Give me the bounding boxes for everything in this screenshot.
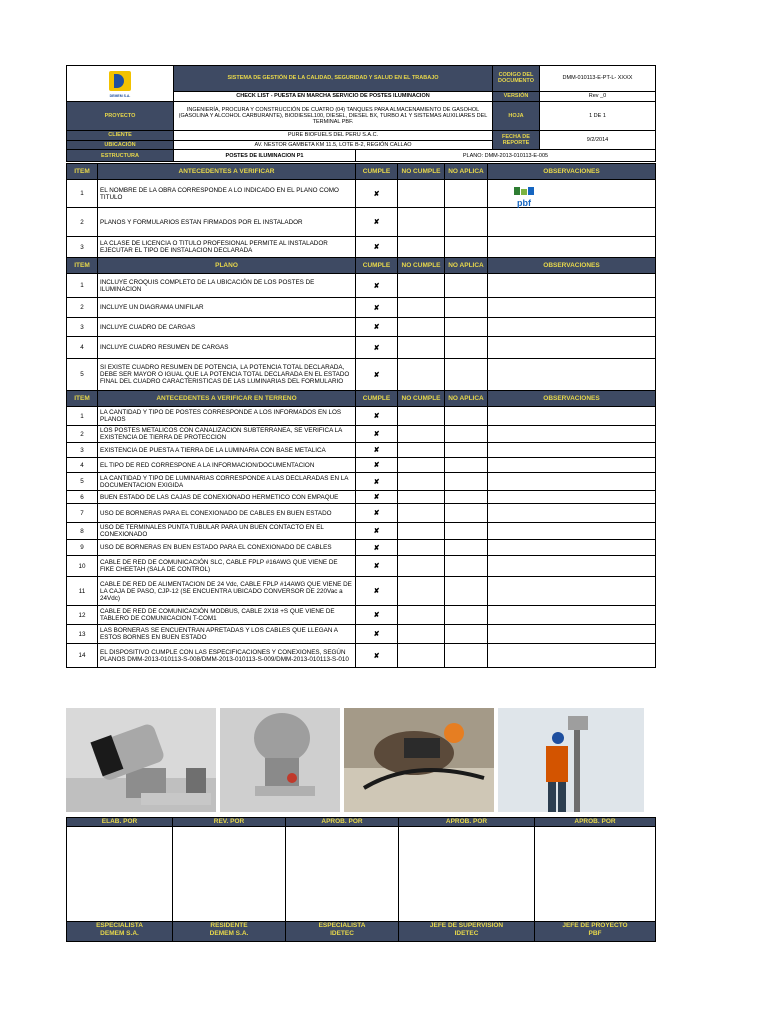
col-item-header: ITEM: [67, 391, 98, 407]
checklist-row: [67, 458, 656, 473]
checklist-row: [67, 540, 656, 556]
item-description: EL DISPOSITIVO CUMPLE CON LAS ESPECIFICACIONES Y CONEXIONES, SEGÚN PLANOS DMM-2013-010113-S-008/DMM-2013-010113-S-009/DMM-2013-010113-S-010: [98, 644, 356, 668]
cumple-check-mark[interactable]: ✘: [356, 298, 398, 318]
no-aplica-cell[interactable]: [445, 491, 488, 504]
no-aplica-cell[interactable]: [445, 443, 488, 458]
col-no-aplica-header: NO APLICA: [445, 391, 488, 407]
observaciones-cell[interactable]: [488, 644, 656, 668]
no-cumple-cell[interactable]: [398, 407, 445, 426]
signature-area[interactable]: [173, 827, 286, 922]
no-cumple-cell[interactable]: [398, 443, 445, 458]
no-cumple-cell[interactable]: [398, 491, 445, 504]
cumple-check-mark[interactable]: ✘: [356, 540, 398, 556]
item-description: INCLUYE UN DIAGRAMA UNIFILAR: [98, 298, 356, 318]
observaciones-cell[interactable]: [488, 298, 656, 318]
col-cumple-header: CUMPLE: [356, 391, 398, 407]
no-cumple-cell[interactable]: [398, 540, 445, 556]
signature-role: [535, 922, 656, 942]
checklist-row: [67, 298, 656, 318]
item-number: 4: [67, 337, 98, 359]
item-description: CABLE DE RED DE COMUNICACIÓN MODBUS, CABLE 2X18 +S QUE VIENE DE TABLERO DE COMUNICACION T-COM1: [98, 606, 356, 625]
no-aplica-cell[interactable]: [445, 556, 488, 577]
col-no-cumple-header: NO CUMPLE: [398, 258, 445, 274]
signature-header: APROB. POR: [535, 818, 656, 827]
col-item-header: ITEM: [67, 164, 98, 180]
cumple-check-mark[interactable]: ✘: [356, 443, 398, 458]
item-number: 5: [67, 473, 98, 491]
estructura-value: POSTES DE ILUMINACION P1: [174, 150, 356, 162]
observaciones-cell[interactable]: [488, 208, 656, 237]
no-cumple-cell[interactable]: [398, 458, 445, 473]
cumple-check-mark[interactable]: ✘: [356, 625, 398, 644]
signature-role-title: JEFE DE PROYECTO: [562, 922, 628, 929]
checklist-row: [67, 337, 656, 359]
signature-role-company: IDETEC: [330, 930, 354, 937]
no-cumple-cell[interactable]: [398, 644, 445, 668]
checklist-row: [67, 407, 656, 426]
observaciones-cell[interactable]: [488, 473, 656, 491]
no-aplica-cell[interactable]: [445, 523, 488, 540]
observaciones-cell[interactable]: [488, 237, 656, 258]
fecha-value: 9/2/2014: [540, 131, 656, 150]
no-cumple-cell[interactable]: [398, 208, 445, 237]
no-aplica-cell[interactable]: [445, 606, 488, 625]
item-description: BUEN ESTADO DE LAS CAJAS DE CONEXIONADO HERMETICO CON EMPAQUE: [98, 491, 356, 504]
item-description: USO DE TERMINALES PUNTA TUBULAR PARA UN BUEN CONTACTO EN EL CONEXIONADO: [98, 523, 356, 540]
item-description: USO DE BORNERAS PARA EL CONEXIONADO DE CABLES EN BUEN ESTADO: [98, 504, 356, 523]
checklist-row: [67, 274, 656, 298]
cumple-check-mark[interactable]: ✘: [356, 180, 398, 208]
hoja-label: HOJA: [493, 102, 540, 131]
checklist-row: [67, 577, 656, 606]
demem-logo: [67, 66, 174, 102]
item-number: 3: [67, 237, 98, 258]
no-cumple-cell[interactable]: [398, 523, 445, 540]
cumple-check-mark[interactable]: ✘: [356, 473, 398, 491]
item-description: CABLE DE RED DE ALIMENTACION DE 24 Vdc, CABLE FPLP #14AWG QUE VIENE DE LA CAJA DE PASO, CJP-12 (SE ENCUENTRA UBICADO CONVERSOR DE 220Vac a 24Vdc): [98, 577, 356, 606]
signature-role-company: PBF: [588, 930, 602, 937]
col-cumple-header: CUMPLE: [356, 258, 398, 274]
no-cumple-cell[interactable]: [398, 504, 445, 523]
item-number: 5: [67, 359, 98, 391]
checklist-title: CHECK LIST - PUESTA EN MARCHA SERVICIO DE POSTES ILUMINACION: [174, 91, 493, 102]
col-no-cumple-header: NO CUMPLE: [398, 391, 445, 407]
no-cumple-cell[interactable]: [398, 298, 445, 318]
no-aplica-cell[interactable]: [445, 407, 488, 426]
signature-area[interactable]: [67, 827, 173, 922]
observaciones-cell[interactable]: [488, 577, 656, 606]
cumple-check-mark[interactable]: ✘: [356, 359, 398, 391]
no-aplica-cell[interactable]: [445, 359, 488, 391]
signature-area[interactable]: [535, 827, 656, 922]
signature-role-title: RESIDENTE: [210, 922, 248, 929]
cumple-check-mark[interactable]: ✘: [356, 606, 398, 625]
no-cumple-cell[interactable]: [398, 318, 445, 337]
item-number: 9: [67, 540, 98, 556]
no-cumple-cell[interactable]: [398, 577, 445, 606]
signature-header: ELAB. POR: [67, 818, 173, 827]
observaciones-cell[interactable]: [488, 337, 656, 359]
col-observaciones-header: OBSERVACIONES: [488, 258, 656, 274]
checklist-row: [67, 644, 656, 668]
signature-role-title: ESPECIALISTA: [318, 922, 366, 929]
item-number: 1: [67, 274, 98, 298]
no-cumple-cell[interactable]: [398, 556, 445, 577]
no-cumple-cell[interactable]: [398, 274, 445, 298]
checklist-row: [67, 523, 656, 540]
no-cumple-cell[interactable]: [398, 337, 445, 359]
system-title: SISTEMA DE GESTIÓN DE LA CALIDAD, SEGURIDAD Y SALUD EN EL TRABAJO: [174, 66, 493, 92]
no-aplica-cell[interactable]: [445, 625, 488, 644]
no-aplica-cell[interactable]: [445, 504, 488, 523]
proyecto-label: PROYECTO: [67, 102, 174, 131]
item-number: 10: [67, 556, 98, 577]
no-aplica-cell[interactable]: [445, 473, 488, 491]
item-description: LA CANTIDAD Y TIPO DE LUMINARIAS CORRESPONDE A LAS DECLARADAS EN LA DOCUMENTACION EXIGIDA: [98, 473, 356, 491]
item-description: EL TIPO DE RED CORRESPONE A LA INFORMACION/DOCUMENTACION: [98, 458, 356, 473]
item-description: LA CLASE DE LICENCIA O TITULO PROFESIONAL PERMITE AL INSTALADOR EJECUTAR EL TIPO DE INSTALACION DECLARADA: [98, 237, 356, 258]
checklist-row: [67, 556, 656, 577]
checklist-row: [67, 473, 656, 491]
col-no-cumple-header: NO CUMPLE: [398, 164, 445, 180]
col-observaciones-header: OBSERVACIONES: [488, 164, 656, 180]
signature-role-company: IDETEC: [454, 930, 479, 937]
item-number: 7: [67, 504, 98, 523]
checklist-row: [67, 318, 656, 337]
item-number: 2: [67, 298, 98, 318]
observaciones-cell[interactable]: [488, 540, 656, 556]
photo-worker-on-pole: [498, 708, 644, 812]
cumple-check-mark[interactable]: ✘: [356, 407, 398, 426]
item-description: LAS BORNERAS SE ENCUENTRAN APRETADAS Y LOS CABLES QUE LLEGAN A ESTOS BORNES EN BUEN ESTADO: [98, 625, 356, 644]
no-cumple-cell[interactable]: [398, 359, 445, 391]
signature-area[interactable]: [286, 827, 399, 922]
photo-light-fixture-front: [66, 708, 216, 812]
col-no-aplica-header: NO APLICA: [445, 164, 488, 180]
signature-role: [67, 922, 173, 942]
observaciones-cell[interactable]: [488, 523, 656, 540]
observaciones-cell[interactable]: [488, 458, 656, 473]
item-number: 6: [67, 491, 98, 504]
signature-role-title: ESPECIALISTA: [96, 922, 143, 929]
section-header-row: [67, 164, 656, 180]
signature-role: [286, 922, 399, 942]
item-description: INCLUYE CUADRO DE CARGAS: [98, 318, 356, 337]
col-no-aplica-header: NO APLICA: [445, 258, 488, 274]
logo-caption: DEMEM S.A.: [109, 93, 131, 98]
item-description: EL NOMBRE DE LA OBRA CORRESPONDE A LO INDICADO EN EL PLANO COMO TITULO: [98, 180, 356, 208]
cumple-check-mark[interactable]: ✘: [356, 208, 398, 237]
no-aplica-cell[interactable]: [445, 337, 488, 359]
cumple-check-mark[interactable]: ✘: [356, 556, 398, 577]
cliente-value: PURE BIOFUELS DEL PERU S.A.C.: [174, 131, 493, 141]
observaciones-cell[interactable]: [488, 556, 656, 577]
checklist-row: [67, 180, 656, 208]
item-number: 3: [67, 318, 98, 337]
cumple-check-mark[interactable]: ✘: [356, 523, 398, 540]
codigo-value: DMM-010113-E-PT-L- XXXX: [540, 66, 656, 92]
cumple-check-mark[interactable]: ✘: [356, 644, 398, 668]
item-number: 3: [67, 443, 98, 458]
checklist-row: [67, 443, 656, 458]
checklist-row: [67, 491, 656, 504]
section-title: ANTECEDENTES A VERIFICAR: [98, 164, 356, 180]
no-aplica-cell[interactable]: [445, 577, 488, 606]
pbf-logo-text: pbf: [517, 198, 531, 208]
observaciones-cell[interactable]: [488, 407, 656, 426]
no-aplica-cell[interactable]: [445, 208, 488, 237]
cumple-check-mark[interactable]: ✘: [356, 274, 398, 298]
signature-area[interactable]: [399, 827, 535, 922]
no-aplica-cell[interactable]: [445, 237, 488, 258]
col-cumple-header: CUMPLE: [356, 164, 398, 180]
no-cumple-cell[interactable]: [398, 426, 445, 443]
item-number: 13: [67, 625, 98, 644]
item-number: 1: [67, 180, 98, 208]
checklist-table: [66, 163, 656, 668]
photo-light-fixture-side: [220, 708, 340, 812]
signature-role: [173, 922, 286, 942]
no-aplica-cell[interactable]: [445, 644, 488, 668]
col-observaciones-header: OBSERVACIONES: [488, 391, 656, 407]
hoja-value: 1 DE 1: [540, 102, 656, 131]
no-aplica-cell[interactable]: [445, 540, 488, 556]
observaciones-cell[interactable]: [488, 504, 656, 523]
observaciones-cell[interactable]: [488, 359, 656, 391]
section-title: ANTECEDENTES A VERIFICAR EN TERRENO: [98, 391, 356, 407]
signature-header: APROB. POR: [399, 818, 535, 827]
item-description: EXISTENCIA DE PUESTA A TIERRA DE LA LUMINARIA CON BASE METALICA: [98, 443, 356, 458]
ubicacion-label: UBICACIÓN: [67, 140, 174, 150]
item-description: INCLUYE CROQUIS COMPLETO DE LA UBICACIÓN DE LOS POSTES DE ILUMINACION: [98, 274, 356, 298]
item-description: INCLUYE CUADRO RESUMEN DE CARGAS: [98, 337, 356, 359]
cumple-check-mark[interactable]: ✘: [356, 426, 398, 443]
signature-role-company: DEMEM S.A.: [209, 930, 249, 937]
no-aplica-cell[interactable]: [445, 426, 488, 443]
fecha-label: FECHA DE REPORTE: [493, 131, 540, 150]
cumple-check-mark[interactable]: ✘: [356, 504, 398, 523]
item-number: 1: [67, 407, 98, 426]
cumple-check-mark[interactable]: ✘: [356, 458, 398, 473]
checklist-row: [67, 237, 656, 258]
codigo-label: CODIGO DEL DOCUMENTO: [493, 66, 540, 92]
cumple-check-mark[interactable]: ✘: [356, 577, 398, 606]
demem-logo-mark: [109, 71, 131, 91]
no-aplica-cell[interactable]: [445, 318, 488, 337]
no-aplica-cell[interactable]: [445, 458, 488, 473]
checklist-row: [67, 504, 656, 523]
checklist-row: [67, 359, 656, 391]
no-cumple-cell[interactable]: [398, 473, 445, 491]
photo-strip: [66, 708, 655, 812]
checklist-row: [67, 606, 656, 625]
item-description: LA CANTIDAD Y TIPO DE POSTES CORRESPONDE A LOS INFORMADOS EN LOS PLANOS: [98, 407, 356, 426]
section-header-row: [67, 258, 656, 274]
no-aplica-cell[interactable]: [445, 298, 488, 318]
item-number: 2: [67, 426, 98, 443]
col-item-header: ITEM: [67, 258, 98, 274]
observaciones-cell[interactable]: [488, 606, 656, 625]
item-number: 12: [67, 606, 98, 625]
proyecto-value: INGENIERÍA, PROCURA Y CONSTRUCCIÓN DE CUATRO (04) TANQUES PARA ALMACENAMIENTO DE GASOHOL (GASOLINA Y ALCOHOL CARBURANTE), BIODIESEL100, DIESEL, DIESEL BX, TURBO A1 Y SISTEMAS AUXILIARES DEL TERMINAL PBF.: [174, 102, 493, 131]
no-aplica-cell[interactable]: [445, 274, 488, 298]
estructura-label: ESTRUCTURA: [67, 150, 174, 162]
item-description: LOS POSTES METALICOS CON CANALIZACION SUBTERRANEA, SE VERIFICA LA EXISTENCIA DE TIERRA DE PROTECCION: [98, 426, 356, 443]
no-cumple-cell[interactable]: [398, 625, 445, 644]
version-label: VERSIÓN: [493, 91, 540, 102]
item-number: 2: [67, 208, 98, 237]
signature-header: REV. POR: [173, 818, 286, 827]
section-title: PLANO: [98, 258, 356, 274]
document-header: [66, 65, 656, 162]
signature-block: [66, 817, 655, 942]
observaciones-cell[interactable]: [488, 318, 656, 337]
item-number: 4: [67, 458, 98, 473]
item-description: PLANOS Y FORMULARIOS ESTAN FIRMADOS POR EL INSTALADOR: [98, 208, 356, 237]
no-cumple-cell[interactable]: [398, 237, 445, 258]
photo-wiring-work: [344, 708, 494, 812]
item-number: 14: [67, 644, 98, 668]
checklist-row: [67, 426, 656, 443]
signature-role: [399, 922, 535, 942]
no-aplica-cell[interactable]: [445, 180, 488, 208]
cumple-check-mark[interactable]: ✘: [356, 318, 398, 337]
signature-role-title: JEFE DE SUPERVISIÓN: [429, 922, 504, 929]
observaciones-cell[interactable]: [488, 625, 656, 644]
section-header-row: [67, 391, 656, 407]
signature-role-company: DEMEM S.A.: [100, 930, 139, 937]
cumple-check-mark[interactable]: ✘: [356, 237, 398, 258]
checklist-row: [67, 208, 656, 237]
pbf-logo: [512, 186, 536, 208]
observaciones-cell[interactable]: [488, 491, 656, 504]
no-cumple-cell[interactable]: [398, 606, 445, 625]
no-cumple-cell[interactable]: [398, 180, 445, 208]
plano-value: PLANO: DMM-2013-010113-E-005: [356, 150, 656, 162]
checklist-sheet: [66, 65, 655, 942]
observaciones-cell[interactable]: [488, 443, 656, 458]
version-value: Rev _0: [540, 91, 656, 102]
item-description: USO DE BORNERAS EN BUEN ESTADO PARA EL CONEXIONADO DE CABLES: [98, 540, 356, 556]
item-description: SI EXISTE CUADRO RESUMEN DE POTENCIA, LA POTENCIA TOTAL DECLARADA, DEBE SER MAYOR O IGUAL QUE LA POTENCIA TOTAL DECLARADA EN EL ESTADO FINAL DEL CUADRO CARACTERISTICAS DE LAS LUMINARIAS DEL FORMULARIO: [98, 359, 356, 391]
observaciones-cell[interactable]: [488, 426, 656, 443]
cumple-check-mark[interactable]: ✘: [356, 337, 398, 359]
item-number: 8: [67, 523, 98, 540]
ubicacion-value: AV. NESTOR GAMBETA KM 11.5, LOTE B-2, REGIÓN CALLAO: [174, 140, 493, 150]
checklist-row: [67, 625, 656, 644]
signature-header: APROB. POR: [286, 818, 399, 827]
cliente-label: CLIENTE: [67, 131, 174, 141]
item-number: 11: [67, 577, 98, 606]
item-description: CABLE DE RED DE COMUNICACIÓN SLC, CABLE FPLP #16AWG QUE VIENE DE FIKE CHEETAH (SALA DE CONTROL): [98, 556, 356, 577]
observaciones-cell[interactable]: [488, 274, 656, 298]
cumple-check-mark[interactable]: ✘: [356, 491, 398, 504]
